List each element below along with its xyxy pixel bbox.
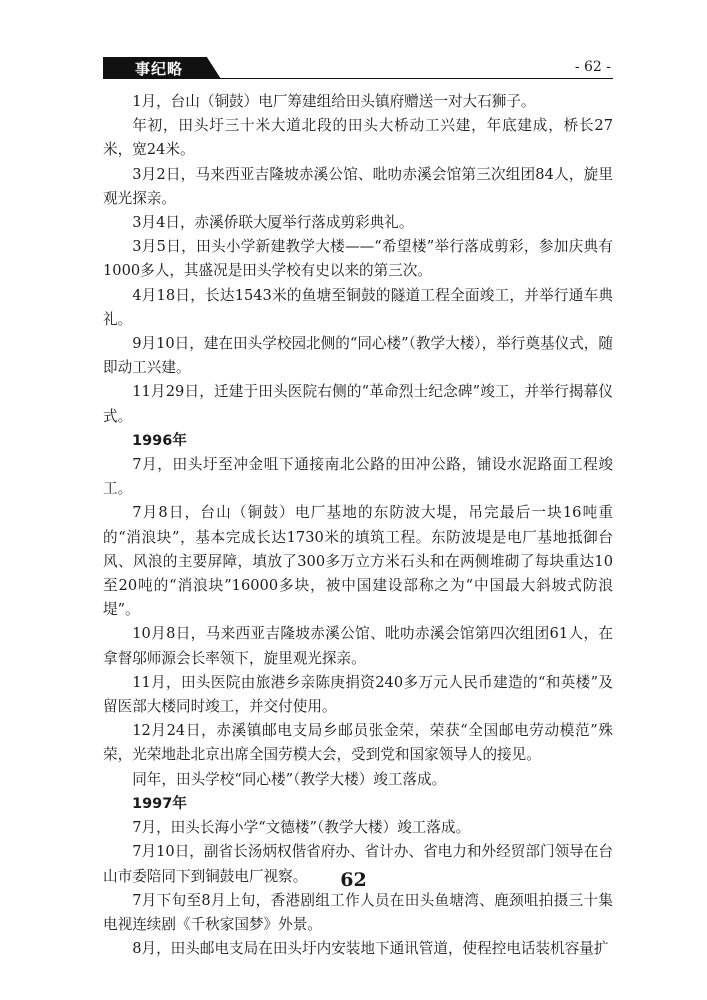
chronicle-entry: 7月，田头圩至冲金咀下通接南北公路的田冲公路，铺设水泥路面工程竣工。 <box>103 456 613 498</box>
chronicle-entry: 3月2日，马来西亚吉隆坡赤溪公馆、吡叻赤溪会馆第三次组团84人，旋里观光探亲。 <box>103 165 613 207</box>
chronicle-entry: 3月4日，赤溪侨联大厦举行落成剪彩典礼。 <box>132 214 414 232</box>
chronicle-entry: 11月，田头医院由旅港乡亲陈庚捐资240多万元人民币建造的“和英楼”及留医部大楼同时竣工，并交付使用。 <box>103 673 613 716</box>
chronicle-entry: 12月24日，赤溪镇邮电支局乡邮员张金荣，荣获“全国邮电劳动模范”殊荣，光荣地赴北京出席全国劳模大会，受到党和国家领导人的接见。 <box>103 722 613 764</box>
chronicle-entry: 7月8日，台山（铜鼓）电厂基地的东防波大堤，吊完最后一块16吨重的“消浪块”，基本完成长达1730米的填筑工程。东防波堤是电厂基地抵御台风、风浪的主要屏障，填放了300多万立方米石头和在两侧堆砌了每块重达10至20吨的“消浪块”16000多块，被中国建设部称之为“中国最大斜坡式防浪堤”。 <box>103 504 613 619</box>
chronicle-entry: 11月29日，迁建于田头医院右侧的“革命烈士纪念碑”竣工，并举行揭幕仪式。 <box>103 383 613 425</box>
year-heading: 1996年 <box>132 432 187 449</box>
chronicle-entry: 年初，田头圩三十米大道北段的田头大桥动工兴建，年底建成，桥长27米，宽24米。 <box>103 117 613 159</box>
chronicle-entry: 3月5日，田头小学新建教学大楼——“希望楼”举行落成剪彩，参加庆典有1000多人，其盛况是田头学校有史以来的第三次。 <box>103 238 613 280</box>
chronicle-entry: 7月下旬至8月上旬，香港剧组工作人员在田头鱼塘湾、鹿颈咀拍摄三十集电视连续剧《千秋家国梦》外景。 <box>103 891 613 933</box>
header-page-number: - 62 - <box>574 59 611 75</box>
year-heading: 1997年 <box>132 795 187 812</box>
chronicle-entry: 7月10日，副省长汤炳权偕省府办、省计办、省电力和外经贸部门领导在台山市委陪同下到铜鼓电厂视察。 <box>103 843 613 885</box>
body-text <box>103 90 613 961</box>
chronicle-entry: 7月，田头长海小学“文德楼”（教学大楼）竣工落成。 <box>132 819 471 837</box>
chronicle-entry: 同年，田头学校“同心楼”（教学大楼）竣工落成。 <box>132 770 447 788</box>
chronicle-entry: 4月18日，长达1543米的鱼塘至铜鼓的隧道工程全面竣工，并举行通车典礼。 <box>103 286 613 328</box>
page-number: 62 <box>340 869 367 891</box>
running-header <box>103 57 613 79</box>
chronicle-entry: 9月10日，建在田头学校园北侧的“同心楼”（教学大楼），举行奠基仪式，随即动工兴建。 <box>103 335 613 377</box>
header-rule <box>103 78 613 79</box>
chronicle-entry: 10月8日，马来西亚吉隆坡赤溪公馆、吡叻赤溪会馆第四次组团61人，在拿督邬师源会长率领下，旋里观光探亲。 <box>103 625 613 667</box>
chronicle-entry: 1月，台山（铜鼓）电厂筹建组给田头镇府赠送一对大石狮子。 <box>132 93 536 110</box>
section-title: 事纪略 <box>135 60 184 78</box>
chronicle-entry: 8月，田头邮电支局在田头圩内安装地下通讯管道，使程控电话装机容量扩 <box>132 940 609 958</box>
